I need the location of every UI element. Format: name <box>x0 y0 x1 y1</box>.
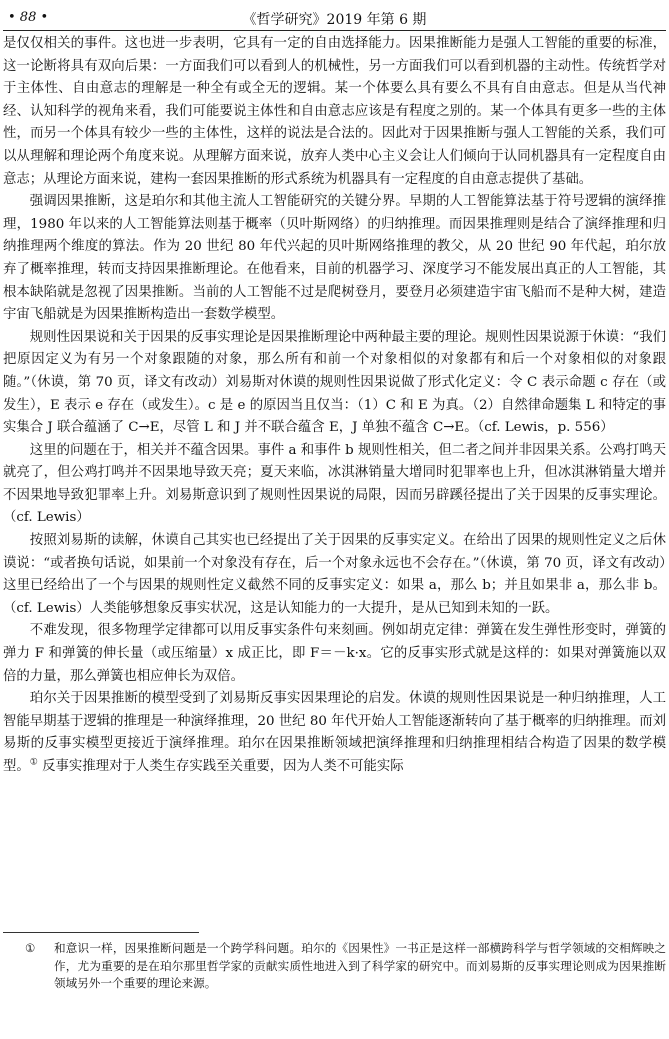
footnote-marker: ① <box>25 941 36 955</box>
footnote-rule <box>3 932 199 933</box>
page-header <box>0 0 669 30</box>
paragraph-last <box>3 688 666 778</box>
paragraph-text: 珀尔关于因果推断的模型受到了刘易斯反事实因果理论的启发。休谟的规则性因果说是一种归纳推理，人工智能早期基于逻辑的推理是一种演绎推理，20 世纪 80 年代开始人工智能逐渐转向了基于概率的归纳推理。而刘易斯的反事实模型更接近于演绎推理。珀尔在因果推断领域把演绎推理和归纳推理相结合构造了因果的数学模型。 <box>3 691 666 774</box>
article-body <box>3 33 666 779</box>
paragraph-continued: 是仅仅相关的事件。这也进一步表明，它具有一定的自由选择能力。因果推断能力是强人工智能的重要的标准，这一论断将具有双向后果：一方面我们可以看到人的机械性，另一方面我们可以看到机器的主动性。传统哲学对于主体性、自由意志的理解是一种全有或全无的逻辑。某一个体要么具有要么不具有自由意志。但是从当代神经、认知科学的视角来看，我们可能要说主体性和自由意志应该是有程度之别的。某一个体具有更多一些的主体性，而另一个体具有较少一些的主体性，这样的说法是合法的。因此对于因果推断与强人工智能的关系，我们可以从理解和理论两个角度来说。从理解方面来说，放弃人类中心主义会让人们倾向于认同机器具有一定程度自由意志；从理论方面来说，建构一套因果推断的形式系统为机器具有一定程度的自由意志提供了基础。 <box>3 36 666 187</box>
paragraph: 强调因果推断，这是珀尔和其他主流人工智能研究的关键分界。早期的人工智能算法基于符号逻辑的演绎推理，1980 年以来的人工智能算法则基于概率（贝叶斯网络）的归纳推理。而因果推理则是结合了演绎推理和归纳推理两个维度的算法。作为 20 世纪 80 年代兴起的贝叶斯网络推理的教父，从 20 世纪 90 年代起，珀尔放弃了概率推理，转而支持因果推断理论。在他看来，目前的机器学习、深度学习不能发展出真正的人工智能，其根本缺陷就是忽视了因果推断。当前的人工智能不过是爬树登月，要登月必须建造宇宙飞船而不是种大树，建造宇宙飞船就是为因果推断构造出一套数学模型。 <box>3 194 666 323</box>
paragraph-text-tail: 反事实推理对于人类生存实践至关重要，因为人类不可能实际 <box>42 759 404 774</box>
page-number: • 88 • <box>8 10 49 25</box>
paragraph: 按照刘易斯的读解，休谟自己其实也已经提出了关于因果的反事实定义。在给出了因果的规则性定义之后休谟说：“或者换句话说，如果前一个对象没有存在，后一个对象永远也不会存在。”（休谟，第 70 页，译文有改动）这里已经给出了一个与因果的规则性定义截然不同的反事实定义：如果 a，那么 b；并且如果非 a，那么非 b。（cf. Lewis）人类能够想象反事实状况，这是认知能力的一大提升，是从已知到未知的一跃。 <box>3 533 666 616</box>
footnote <box>3 940 666 993</box>
journal-title: 《哲学研究》2019 年第 6 期 <box>242 12 427 28</box>
paragraph: 规则性因果说和关于因果的反事实理论是因果推断理论中两种最主要的理论。规则性因果说源于休谟：“我们把原因定义为有另一个对象跟随的对象，那么所有和前一个对象相似的对象都有和后一个对象相似的对象跟随。”（休谟，第 70 页，译文有改动）刘易斯对休谟的规则性因果说做了形式化定义：令 C 表示命题 c 存在（或发生），E 表示 e 存在（或发生）。c 是 e 的原因当且仅当：（1）C 和 E 为真。（2）自然律命题集 L 和特定的事实集合 J 联合蕴涵了 C→E，尽管 L 和 J 并不联合蕴含 E，J 单独不蕴含 C→E。（cf. Lewis，p. 556） <box>3 329 666 436</box>
footnote-text: 和意识一样，因果推断问题是一个跨学科问题。珀尔的《因果性》一书正是这样一部横跨科学与哲学领域的交相辉映之作，尤为重要的是在珀尔那里哲学家的贡献实质性地进入到了科学家的研究中。而刘易斯的反事实理论则成为因果推断领域另外一个重要的理论来源。 <box>54 941 666 990</box>
header-rule <box>3 30 666 31</box>
footnote-reference[interactable]: ① <box>29 757 38 768</box>
paragraph: 这里的问题在于，相关并不蕴含因果。事件 a 和事件 b 规则性相关，但二者之间并非因果关系。公鸡打鸣天就亮了，但公鸡打鸣并不因果地导致天亮；夏天来临，冰淇淋销量大增同时犯罪率也上升，但冰淇淋销量大增并不因果地导致犯罪率上升。刘易斯意识到了规则性因果说的局限，因而另辟蹊径提出了关于因果的反事实理论。（cf. Lewis） <box>3 442 666 526</box>
paragraph: 不难发现，很多物理学定律都可以用反事实条件句来刻画。例如胡克定律：弹簧在发生弹性形变时，弹簧的弹力 F 和弹簧的伸长量（或压缩量）x 成正比，即 F＝－k·x。它的反事实形式就是这样的：如果对弹簧施以双倍的力量，那么弹簧也相应伸长为双倍。 <box>3 623 666 684</box>
